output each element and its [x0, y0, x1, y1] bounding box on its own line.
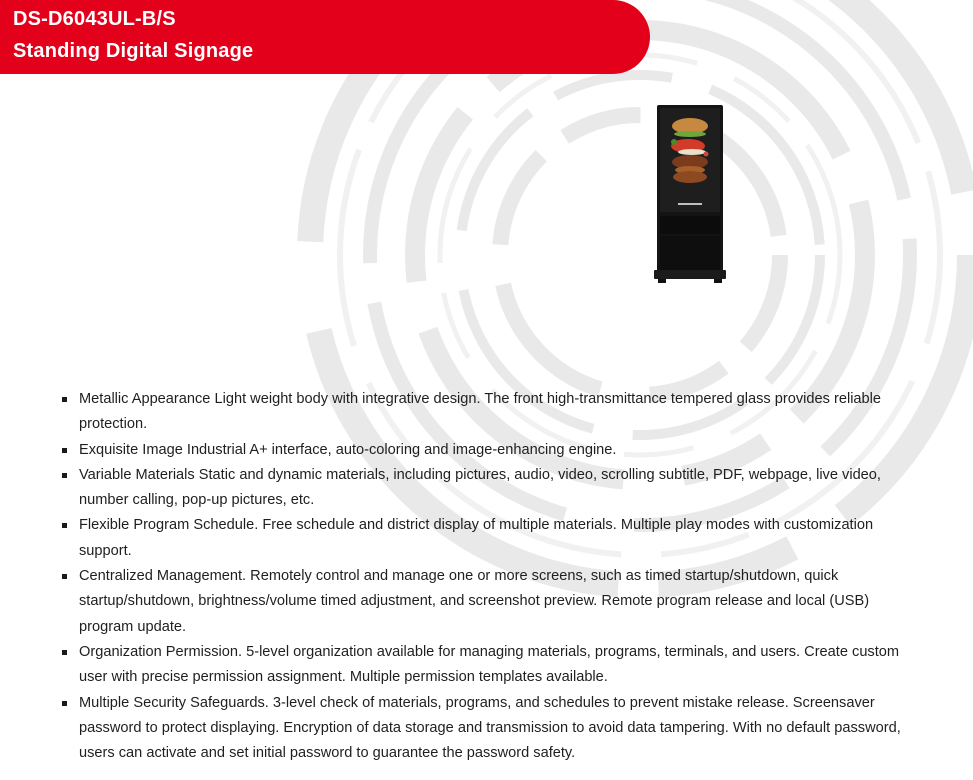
- standing-digital-signage-image: [654, 104, 726, 286]
- square-bullet-icon: [62, 574, 67, 579]
- feature-text: Organization Permission. 5-level organization available for managing materials, programs, terminals, and users. Create custom user with precise permission assignment. Multiple permission templates available.: [79, 643, 900, 686]
- list-item: [62, 387, 922, 438]
- square-bullet-icon: [62, 650, 67, 655]
- square-bullet-icon: [62, 448, 67, 453]
- model-title: DS-D6043UL-B/S: [13, 8, 176, 30]
- feature-text: Exquisite Image Industrial A+ interface, auto-coloring and image-enhancing engine.: [79, 441, 617, 458]
- product-subtitle: Standing Digital Signage: [13, 40, 254, 62]
- list-item: [62, 640, 922, 691]
- list-item: [62, 463, 922, 514]
- feature-text: Multiple Security Safeguards. 3-level check of materials, programs, and schedules to prevent mistake release. Screensaver password to protect displaying. Encryption of data storage and transmission to avoid data tampering. With no default password, users can activate and set initial password to guarantee the password safety.: [79, 694, 901, 762]
- square-bullet-icon: [62, 473, 67, 478]
- list-item: [62, 691, 922, 767]
- square-bullet-icon: [62, 523, 67, 528]
- feature-text: Flexible Program Schedule. Free schedule and district display of multiple materials. Multiple play modes with customization support.: [79, 517, 874, 559]
- list-item: [62, 438, 922, 463]
- square-bullet-icon: [62, 701, 67, 706]
- feature-list: [62, 387, 922, 766]
- feature-text: Metallic Appearance Light weight body with integrative design. The front high-transmittance tempered glass provides reliable protection.: [79, 391, 882, 433]
- square-bullet-icon: [62, 397, 67, 402]
- list-item: [62, 564, 922, 640]
- feature-text: Variable Materials Static and dynamic materials, including pictures, audio, video, scrolling subtitle, PDF, webpage, live video, number calling, pop-up pictures, etc.: [79, 466, 881, 509]
- feature-text: Centralized Management. Remotely control and manage one or more screens, such as timed startup/shutdown, quick startup/shutdown, brightness/volume timed adjustment, and screenshot preview. Remote program release and local (USB) program update.: [79, 568, 870, 635]
- list-item: [62, 513, 922, 564]
